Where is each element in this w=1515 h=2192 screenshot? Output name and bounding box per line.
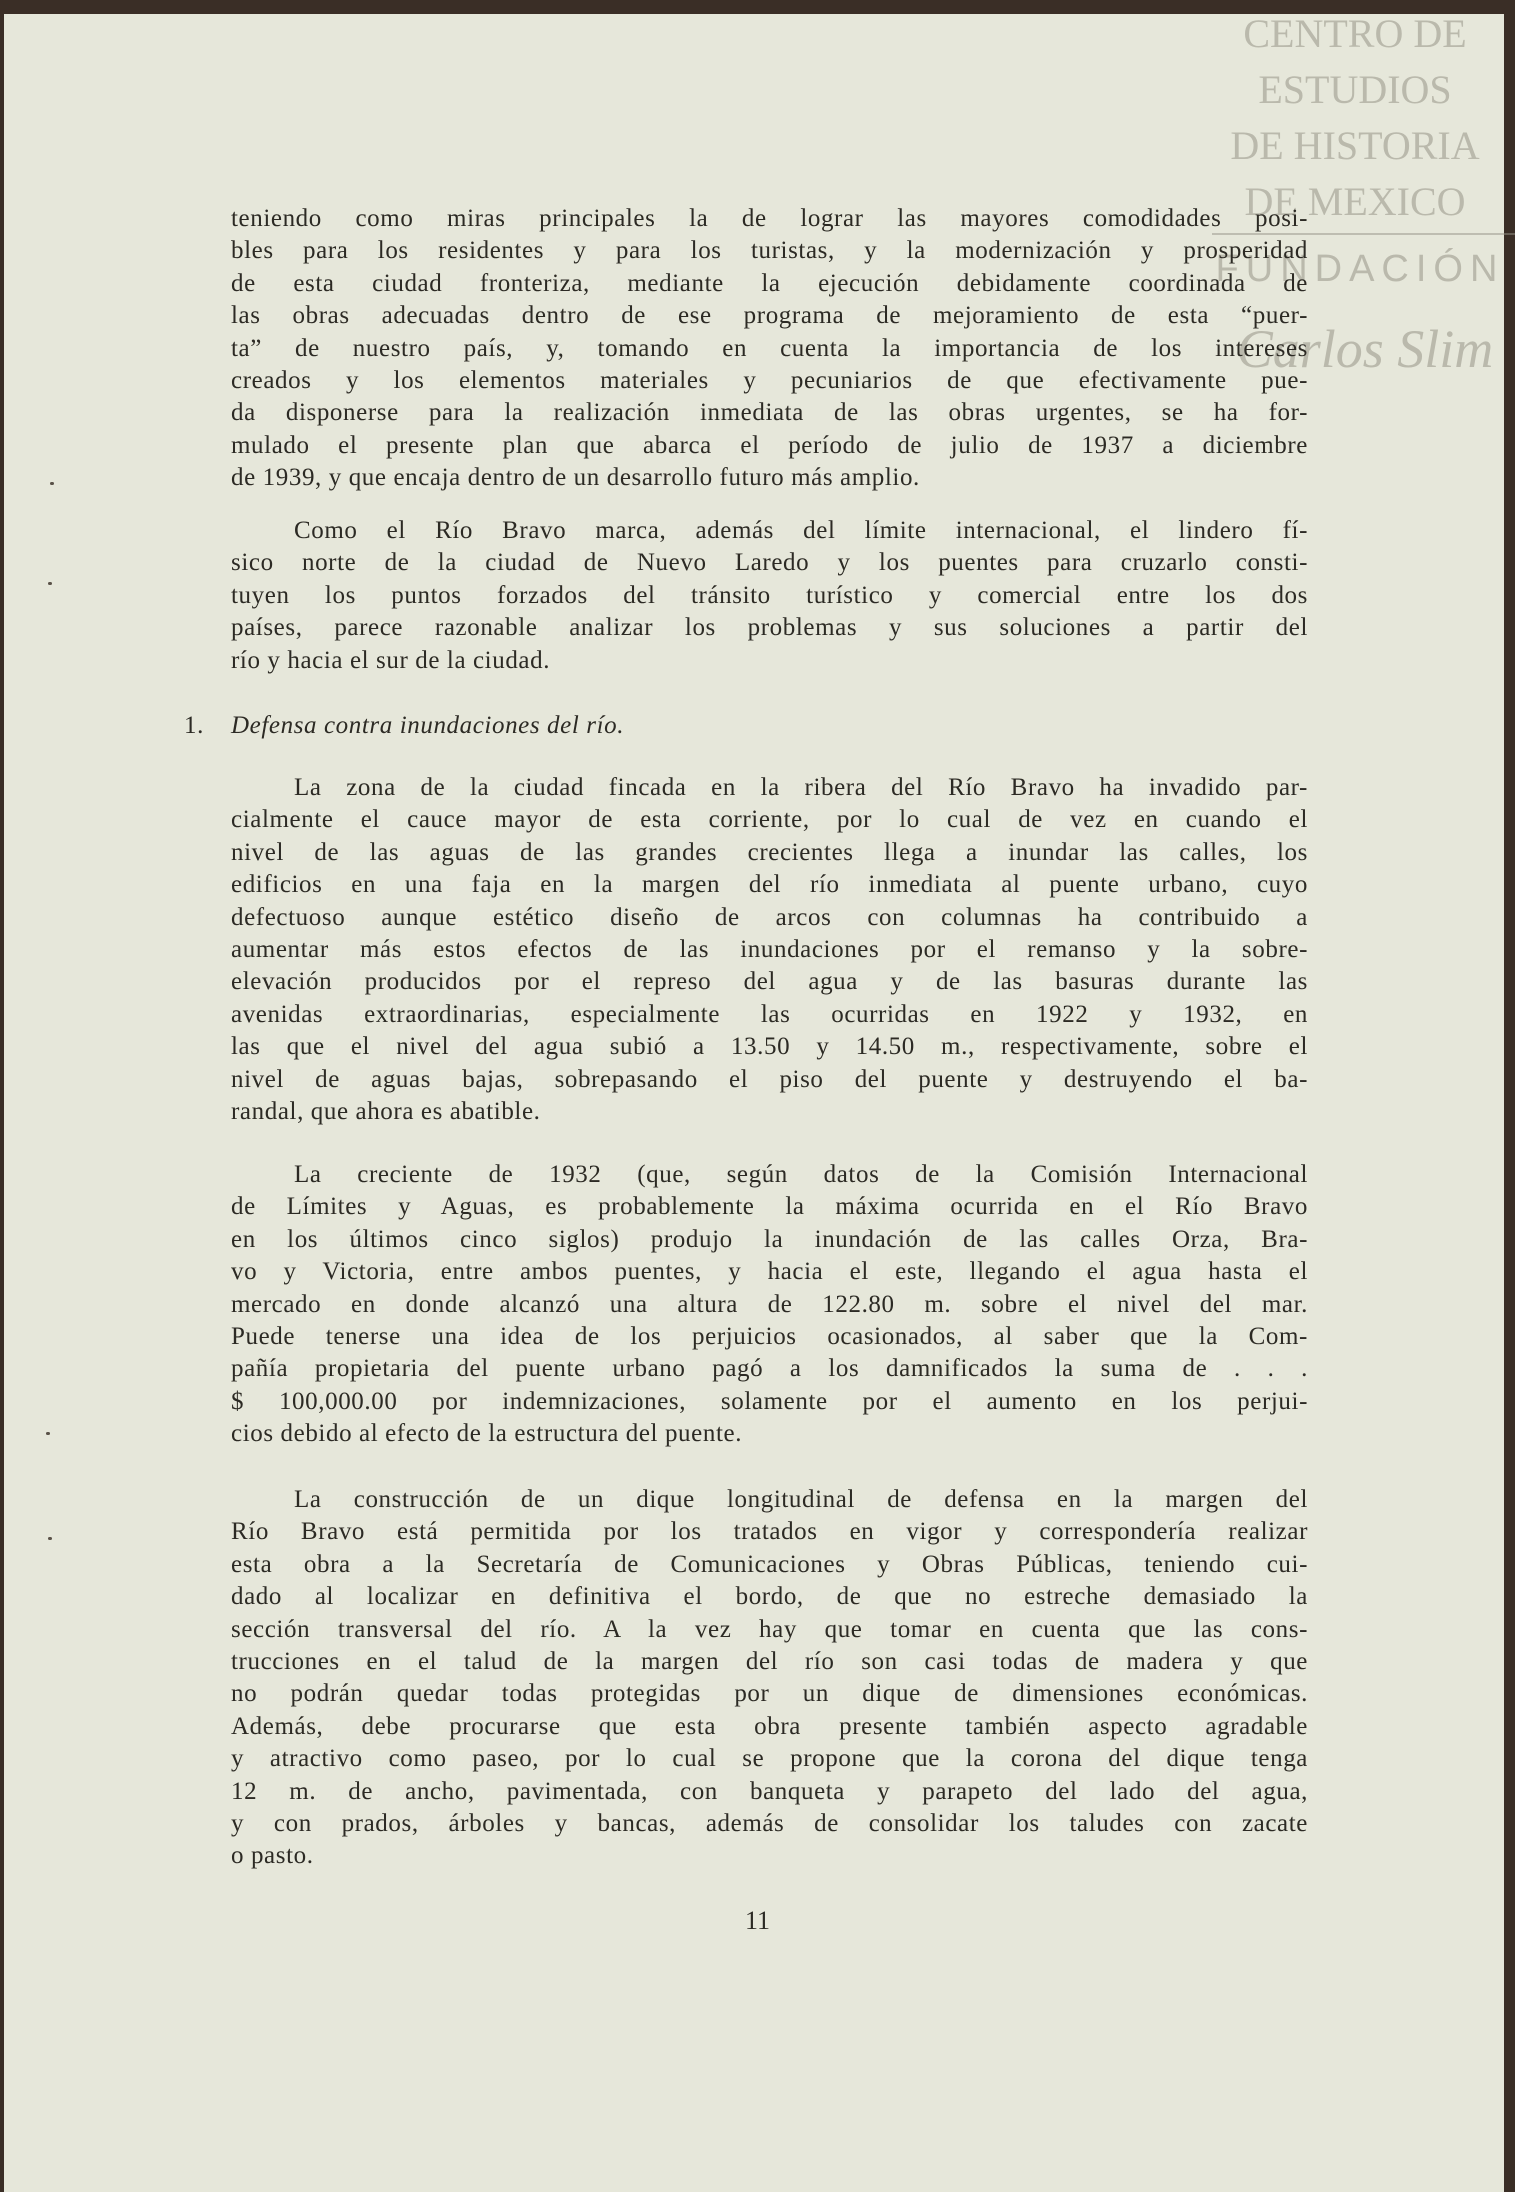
text-line: elevación producidos por el represo del agua y de las basuras durante las [231, 968, 1308, 996]
text-line: o pasto. [231, 1842, 314, 1870]
text-line: río y hacia el sur de la ciudad. [231, 646, 551, 674]
text-line: en los últimos cinco siglos) produjo la inundación de las calles Orza, Bra- [231, 1225, 1308, 1253]
text-line: Río Bravo está permitida por los tratados en vigor y correspondería realizar [231, 1518, 1308, 1546]
text-line: no podrán quedar todas protegidas por un dique de dimensiones económicas. [231, 1680, 1308, 1708]
paragraph-dike [231, 1484, 1308, 1873]
section-number: 1. [184, 712, 204, 739]
text-line: Además, debe procurarse que esta obra presente también aspecto agradable [231, 1712, 1308, 1740]
text-line: $ 100,000.00 por indemnizaciones, solamente por el aumento en los perjui- [231, 1387, 1308, 1415]
paragraph-flood-zone [231, 772, 1308, 1128]
text-line: pañía propietaria del puente urbano pagó a los damnificados la suma de . . . [231, 1355, 1308, 1383]
text-line: La creciente de 1932 (que, según datos de la Comisión Internacional [294, 1161, 1308, 1188]
text-line: Puede tenerse una idea de los perjuicios ocasionados, al saber que la Com- [231, 1322, 1308, 1350]
text-line: vo y Victoria, entre ambos puentes, y hacia el este, llegando el agua hasta el [231, 1258, 1308, 1286]
text-line: dado al localizar en definitiva el bordo, de que no estreche demasiado la [231, 1583, 1308, 1611]
watermark-line: DE HISTORIA [1230, 123, 1480, 168]
watermark-institution [1205, 6, 1505, 230]
section-title: Defensa contra inundaciones del río. [231, 712, 625, 739]
text-line: mercado en donde alcanzó una altura de 122.80 m. sobre el nivel del mar. [231, 1290, 1308, 1318]
watermark-line: ESTUDIOS [1258, 67, 1452, 112]
text-line: Como el Río Bravo marca, además del límite internacional, el lindero fí- [294, 517, 1308, 544]
text-line: cios debido al efecto de la estructura del puente. [231, 1420, 743, 1448]
watermark-line: DE MEXICO [1244, 179, 1466, 224]
text-line: mulado el presente plan que abarca el período de julio de 1937 a diciembre [231, 431, 1308, 459]
text-line: avenidas extraordinarias, especialmente las ocurridas en 1922 y 1932, en [231, 1000, 1308, 1028]
text-line: creados y los elementos materiales y pecuniarios de que efectivamente pue- [231, 366, 1308, 394]
text-line: edificios en una faja en la margen del río inmediata al puente urbano, cuyo [231, 871, 1308, 899]
text-line: trucciones en el talud de la margen del río son casi todas de madera y que [231, 1647, 1308, 1675]
text-line: y con prados, árboles y bancas, además de consolidar los taludes con zacate [231, 1809, 1308, 1837]
section-heading [184, 712, 624, 740]
text-line: aumentar más estos efectos de las inundaciones por el remanso y la sobre- [231, 935, 1308, 963]
text-line: nivel de las aguas de las grandes crecientes llega a inundar las calles, los [231, 838, 1308, 866]
text-line: sección transversal del río. A la vez hay que tomar en cuenta que las cons- [231, 1615, 1308, 1643]
speck [48, 1537, 52, 1540]
paragraph-intro [231, 203, 1308, 495]
text-line: ta” de nuestro país, y, tomando en cuenta la importancia de los intereses [231, 334, 1308, 362]
text-line: de esta ciudad fronteriza, mediante la ejecución debidamente coordinada de [231, 269, 1308, 297]
text-line: de 1939, y que encaja dentro de un desarrollo futuro más amplio. [231, 464, 920, 492]
text-line: esta obra a la Secretaría de Comunicaciones y Obras Públicas, teniendo cui- [231, 1550, 1308, 1578]
watermark-line: CENTRO DE [1243, 11, 1467, 56]
text-line: de Límites y Aguas, es probablemente la máxima ocurrida en el Río Bravo [231, 1193, 1308, 1221]
text-line: las obras adecuadas dentro de ese programa de mejoramiento de esta “puer- [231, 302, 1308, 330]
text-line: da disponerse para la realización inmediata de las obras urgentes, se ha for- [231, 399, 1308, 427]
watermark-foundation: FUNDACIÓN [1215, 248, 1505, 290]
text-line: La zona de la ciudad fincada en la ribera del Río Bravo ha invadido par- [294, 774, 1308, 801]
paragraph-1932-flood [231, 1159, 1308, 1451]
page-number: 11 [744, 1906, 771, 1935]
watermark-signature: Carlos Slim [1236, 319, 1494, 379]
text-line: tuyen los puntos forzados del tránsito turístico y comercial entre los dos [231, 581, 1308, 609]
text-line: sico norte de la ciudad de Nuevo Laredo y los puentes para cruzarlo consti- [231, 549, 1308, 577]
speck [48, 582, 52, 585]
paragraph-rio-bravo [231, 515, 1308, 677]
text-line: y atractivo como paseo, por lo cual se propone que la corona del dique tenga [231, 1745, 1308, 1773]
text-line: La construcción de un dique longitudinal de defensa en la margen del [294, 1486, 1308, 1513]
speck [50, 482, 54, 485]
speck [46, 1432, 50, 1435]
text-line: randal, que ahora es abatible. [231, 1097, 541, 1125]
text-line: bles para los residentes y para los turistas, y la modernización y prosperidad [231, 237, 1308, 265]
text-line: nivel de aguas bajas, sobrepasando el piso del puente y destruyendo el ba- [231, 1065, 1308, 1093]
text-line: cialmente el cauce mayor de esta corriente, por lo cual de vez en cuando el [231, 806, 1308, 834]
text-line: las que el nivel del agua subió a 13.50 y 14.50 m., respectivamente, sobre el [231, 1033, 1308, 1061]
text-line: defectuoso aunque estético diseño de arcos con columnas ha contribuido a [231, 903, 1308, 931]
text-line: países, parece razonable analizar los problemas y sus soluciones a partir del [231, 614, 1308, 642]
text-line: teniendo como miras principales la de lograr las mayores comodidades posi- [231, 205, 1308, 232]
text-line: 12 m. de ancho, pavimentada, con banqueta y parapeto del lado del agua, [231, 1777, 1308, 1805]
